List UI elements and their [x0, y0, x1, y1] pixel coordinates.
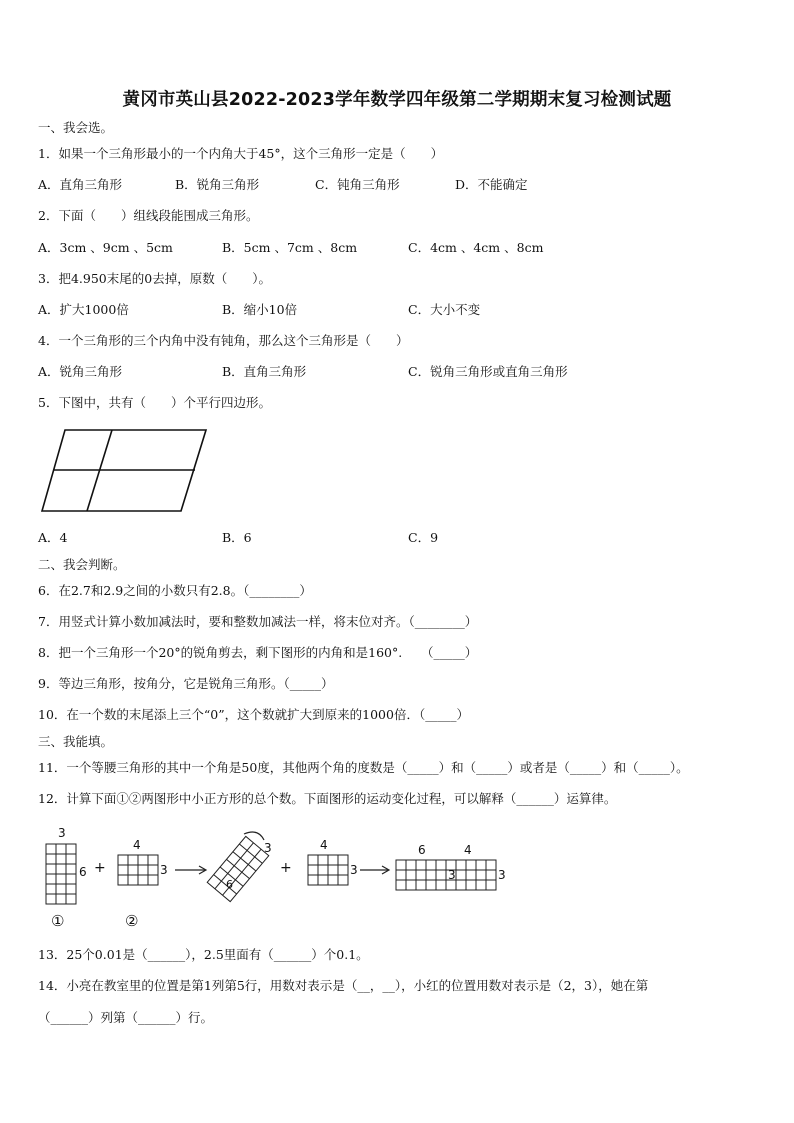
- question-14-line-2: （______）列第（______）行。: [38, 1010, 214, 1025]
- grid-two-side-label: 3: [160, 863, 168, 877]
- grid-one-circle-label: ①: [51, 912, 65, 930]
- page-title: 黄冈市英山县2022-2023学年数学四年级第二学期期末复习检测试题: [122, 90, 672, 110]
- combined-grid-label-3b: 3: [498, 868, 506, 882]
- q3-option-c: C．大小不变: [408, 302, 481, 317]
- section-heading-choose: 一、我会选。: [38, 120, 114, 135]
- combined-grid: [396, 860, 496, 890]
- q1-option-d: D．不能确定: [455, 177, 528, 192]
- section-heading-fill: 三、我能填。: [38, 734, 114, 749]
- rotate-arrow-icon: [244, 832, 264, 840]
- question-5: 5．下图中，共有（ ）个平行四边形。: [38, 395, 271, 410]
- q1-option-a: A．直角三角形: [38, 177, 123, 192]
- q4-option-a: A．锐角三角形: [38, 364, 123, 379]
- grid-two: [118, 855, 158, 885]
- arrow-right-icon-2: [360, 866, 389, 874]
- grid-three-side-label: 3: [350, 863, 358, 877]
- question-6: 6．在2.7和2.9之间的小数只有2.8。（________）: [38, 583, 312, 598]
- arrow-right-icon: [175, 866, 206, 874]
- combined-grid-label-4: 4: [464, 843, 472, 857]
- q2-option-b: B．5cm 、7cm 、8cm: [222, 240, 358, 255]
- grid-two-circle-label: ②: [125, 912, 139, 930]
- question-11: 11．一个等腰三角形的其中一个角是50度，其他两个角的度数是（_____）和（_____）或者是（_____）和（_____）。: [38, 760, 689, 775]
- question-2: 2．下面（ ）组线段能围成三角形。: [38, 208, 259, 223]
- rotated-grid-label-3: 3: [264, 841, 272, 855]
- question-7: 7．用竖式计算小数加减法时，要和整数加减法一样，将末位对齐。（________）: [38, 614, 478, 629]
- q1-option-b: B．锐角三角形: [175, 177, 260, 192]
- grid-three-top-label: 4: [320, 838, 328, 852]
- grid-three: [308, 855, 348, 885]
- question-3: 3．把4.950末尾的0去掉，原数（ ）。: [38, 271, 271, 286]
- section-heading-judge: 二、我会判断。: [38, 557, 126, 572]
- q5-option-b: B．6: [222, 530, 252, 545]
- grid-one-top-label: 3: [58, 826, 66, 840]
- question-1: 1．如果一个三角形最小的一个内角大于45°，这个三角形一定是（ ）: [38, 146, 444, 161]
- rotated-grid: [207, 836, 269, 901]
- q5-option-a: A．4: [38, 530, 68, 545]
- q5-option-c: C．9: [408, 530, 439, 545]
- plus-sign-2: +: [280, 860, 292, 876]
- q4-option-b: B．直角三角形: [222, 364, 307, 379]
- combined-grid-label-6: 6: [418, 843, 426, 857]
- question-13: 13．25个0.01是（______），2.5里面有（______）个0.1。: [38, 947, 369, 962]
- grid-two-top-label: 4: [133, 838, 141, 852]
- question-9: 9．等边三角形，按角分，它是锐角三角形。（_____）: [38, 676, 334, 691]
- multiplication-distributive-figure: [38, 822, 508, 932]
- q4-option-c: C．锐角三角形或直角三角形: [408, 364, 568, 379]
- parallelogram-figure: [40, 428, 210, 514]
- q1-option-c: C．钝角三角形: [315, 177, 400, 192]
- question-14-line-1: 14．小亮在教室里的位置是第1列第5行，用数对表示是（__，__），小红的位置用数对表示是（2，3），她在第: [38, 978, 649, 993]
- question-12: 12．计算下面①②两图形中小正方形的总个数。下面图形的运动变化过程，可以解释（______）运算律。: [38, 791, 617, 806]
- combined-grid-label-3a: 3: [448, 868, 456, 882]
- rotated-grid-label-6: 6: [226, 878, 233, 891]
- question-4: 4．一个三角形的三个内角中没有钝角，那么这个三角形是（ ）: [38, 333, 409, 348]
- q2-option-a: A．3cm 、9cm 、5cm: [38, 240, 173, 255]
- q3-option-b: B．缩小10倍: [222, 302, 298, 317]
- q3-option-a: A．扩大1000倍: [38, 302, 129, 317]
- plus-sign: +: [94, 860, 106, 876]
- grid-one: [46, 844, 76, 904]
- question-10: 10．在一个数的末尾添上三个“0”，这个数就扩大到原来的1000倍．（_____）: [38, 707, 469, 722]
- question-8: 8．把一个三角形一个20°的锐角剪去，剩下图形的内角和是160°. （_____）: [38, 645, 478, 660]
- grid-one-side-label: 6: [79, 865, 87, 879]
- q2-option-c: C．4cm 、4cm 、8cm: [408, 240, 544, 255]
